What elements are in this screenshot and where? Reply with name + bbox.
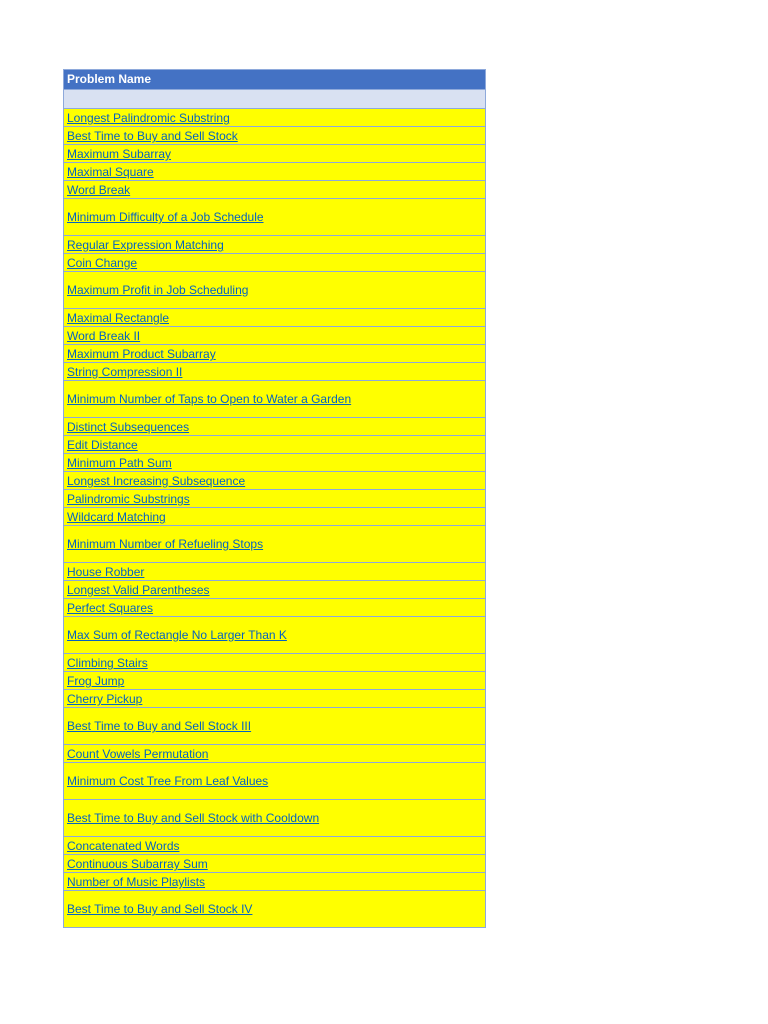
- problem-link[interactable]: String Compression II: [67, 365, 183, 379]
- problem-link[interactable]: Maximal Rectangle: [67, 311, 170, 325]
- problem-link[interactable]: Minimum Cost Tree From Leaf Values: [67, 774, 269, 788]
- problem-link[interactable]: Minimum Difficulty of a Job Schedule: [67, 210, 264, 224]
- table-row: [64, 253, 485, 271]
- problem-link[interactable]: Maximum Product Subarray: [67, 347, 216, 361]
- problem-link[interactable]: Wildcard Matching: [67, 510, 166, 524]
- table-row: [64, 362, 485, 380]
- table-row: [64, 326, 485, 344]
- table-row: [64, 872, 485, 890]
- problem-link[interactable]: Maximum Subarray: [67, 147, 172, 161]
- problem-link[interactable]: Word Break: [67, 183, 131, 197]
- problem-link[interactable]: Minimum Number of Taps to Open to Water a Garden: [67, 392, 352, 406]
- problem-link[interactable]: Cherry Pickup: [67, 692, 143, 706]
- table-row: [64, 271, 485, 308]
- table-row: [64, 562, 485, 580]
- table-row: [64, 198, 485, 235]
- table-row: [64, 235, 485, 253]
- table-row: [64, 598, 485, 616]
- problem-link[interactable]: Maximal Square: [67, 165, 154, 179]
- table-row: [64, 507, 485, 525]
- problem-link[interactable]: Regular Expression Matching: [67, 238, 224, 252]
- problem-link[interactable]: Maximum Profit in Job Scheduling: [67, 283, 249, 297]
- problem-link[interactable]: Distinct Subsequences: [67, 420, 190, 434]
- table-row: [64, 744, 485, 762]
- table-row: [64, 854, 485, 872]
- table-row: [64, 162, 485, 180]
- problem-table: [63, 69, 486, 928]
- column-header-problem-name: Problem Name: [64, 69, 485, 89]
- problem-link[interactable]: Word Break II: [67, 329, 141, 343]
- table-row: [64, 453, 485, 471]
- problem-link[interactable]: Palindromic Substrings: [67, 492, 190, 506]
- problem-link[interactable]: Best Time to Buy and Sell Stock: [67, 129, 238, 143]
- problem-link[interactable]: Max Sum of Rectangle No Larger Than K: [67, 628, 287, 642]
- problem-link[interactable]: Continuous Subarray Sum: [67, 857, 208, 871]
- problem-link[interactable]: Concatenated Words: [67, 839, 180, 853]
- table-row: [64, 799, 485, 836]
- problem-link[interactable]: House Robber: [67, 565, 145, 579]
- problem-link[interactable]: Count Vowels Permutation: [67, 747, 209, 761]
- problem-link[interactable]: Best Time to Buy and Sell Stock III: [67, 719, 252, 733]
- table-row: [64, 108, 485, 126]
- problem-link[interactable]: Coin Change: [67, 256, 138, 270]
- problem-list: [64, 108, 485, 927]
- problem-link[interactable]: Best Time to Buy and Sell Stock with Cooldown: [67, 811, 320, 825]
- problem-link[interactable]: Longest Valid Parentheses: [67, 583, 210, 597]
- problem-link[interactable]: Longest Increasing Subsequence: [67, 474, 246, 488]
- table-row: [64, 671, 485, 689]
- table-row: [64, 689, 485, 707]
- problem-link[interactable]: Minimum Number of Refueling Stops: [67, 537, 264, 551]
- table-row: [64, 435, 485, 453]
- table-row: [64, 580, 485, 598]
- table-row: [64, 471, 485, 489]
- table-row: [64, 126, 485, 144]
- problem-link[interactable]: Frog Jump: [67, 674, 125, 688]
- problem-link[interactable]: Edit Distance: [67, 438, 138, 452]
- table-row: [64, 836, 485, 854]
- problem-link[interactable]: Number of Music Playlists: [67, 875, 206, 889]
- table-row: [64, 525, 485, 562]
- table-row: [64, 489, 485, 507]
- table-row: [64, 616, 485, 653]
- table-row: [64, 653, 485, 671]
- table-row: [64, 308, 485, 326]
- table-row: [64, 707, 485, 744]
- blank-row: [64, 89, 485, 108]
- table-row: [64, 180, 485, 198]
- problem-link[interactable]: Longest Palindromic Substring: [67, 111, 230, 125]
- table-row: [64, 417, 485, 435]
- table-row: [64, 144, 485, 162]
- table-row: [64, 890, 485, 927]
- problem-link[interactable]: Perfect Squares: [67, 601, 154, 615]
- problem-link[interactable]: Climbing Stairs: [67, 656, 148, 670]
- table-row: [64, 344, 485, 362]
- problem-link[interactable]: Best Time to Buy and Sell Stock IV: [67, 902, 253, 916]
- problem-link[interactable]: Minimum Path Sum: [67, 456, 172, 470]
- table-row: [64, 762, 485, 799]
- table-row: [64, 380, 485, 417]
